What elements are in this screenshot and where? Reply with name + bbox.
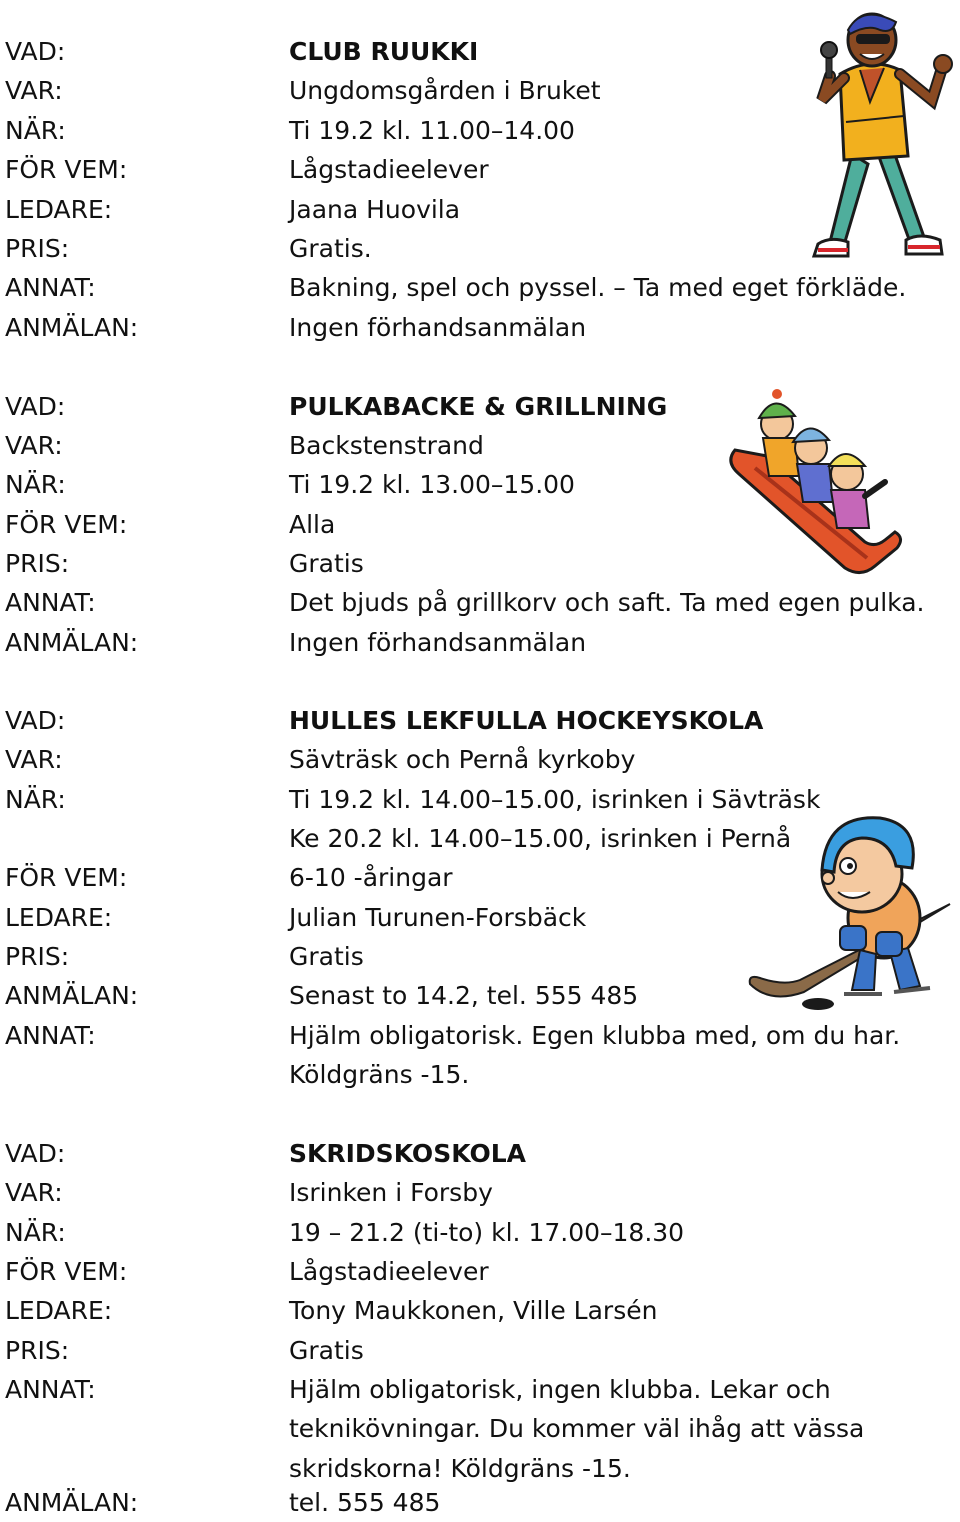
event-title: CLUB RUUKKI xyxy=(289,37,479,66)
event-row xyxy=(5,701,955,740)
field-label: FÖR VEM: xyxy=(5,155,128,184)
field-value: Hjälm obligatorisk, ingen klubba. Lekar och xyxy=(289,1375,831,1404)
event-title: PULKABACKE & GRILLNING xyxy=(289,392,668,421)
field-value: Sävträsk och Pernå kyrkoby xyxy=(289,745,636,774)
field-value: Ungdomsgården i Bruket xyxy=(289,76,601,105)
field-label: ANNAT: xyxy=(5,588,96,617)
field-value: Tony Maukkonen, Ville Larsén xyxy=(289,1296,658,1325)
field-label: ANMÄLAN: xyxy=(5,981,139,1010)
field-label: ANMÄLAN: xyxy=(5,313,139,342)
field-value: Senast to 14.2, tel. 555 485 xyxy=(289,981,639,1010)
event-row xyxy=(5,308,955,347)
field-value: Ingen förhandsanmälan xyxy=(289,313,587,342)
field-value: 19 – 21.2 (ti-to) kl. 17.00–18.30 xyxy=(289,1218,685,1247)
field-label: ANNAT: xyxy=(5,1375,96,1404)
field-label: VAR: xyxy=(5,431,63,460)
field-label: ANMÄLAN: xyxy=(5,628,139,657)
field-label: FÖR VEM: xyxy=(5,510,128,539)
field-value: Julian Turunen-Forsbäck xyxy=(289,903,587,932)
field-label: PRIS: xyxy=(5,942,70,971)
field-label: VAD: xyxy=(5,37,66,66)
event-row xyxy=(5,268,955,307)
event-row xyxy=(5,1252,955,1291)
event-row xyxy=(5,1213,955,1252)
field-label: NÄR: xyxy=(5,785,66,814)
field-label: VAR: xyxy=(5,1178,63,1207)
hockey-player-illustration xyxy=(740,808,958,1018)
field-label: VAD: xyxy=(5,392,66,421)
field-value: skridskorna! Köldgräns -15. xyxy=(289,1454,631,1483)
field-value: Bakning, spel och pyssel. – Ta med eget förkläde. xyxy=(289,273,907,302)
field-value: Ti 19.2 kl. 13.00–15.00 xyxy=(289,470,575,499)
field-label: LEDARE: xyxy=(5,195,113,224)
field-value: Backstenstrand xyxy=(289,431,484,460)
field-label: PRIS: xyxy=(5,1336,70,1365)
field-value: Ingen förhandsanmälan xyxy=(289,628,587,657)
event-row xyxy=(5,1331,955,1370)
field-label: FÖR VEM: xyxy=(5,1257,128,1286)
field-value: Gratis xyxy=(289,1336,364,1365)
field-label: FÖR VEM: xyxy=(5,863,128,892)
field-label: VAD: xyxy=(5,706,66,735)
event-row xyxy=(5,1055,955,1094)
field-value: Jaana Huovila xyxy=(289,195,461,224)
field-label: ANMÄLAN: xyxy=(5,1488,139,1517)
field-label: NÄR: xyxy=(5,1218,66,1247)
children-on-sled-illustration xyxy=(725,372,905,580)
singer-with-microphone-illustration xyxy=(800,4,955,262)
field-label: ANNAT: xyxy=(5,273,96,302)
event-row xyxy=(5,1016,955,1055)
field-label: VAR: xyxy=(5,76,63,105)
event-row xyxy=(5,1134,955,1173)
field-label: VAD: xyxy=(5,1139,66,1168)
field-value: 6-10 -åringar xyxy=(289,863,453,892)
field-value: teknikövningar. Du kommer väl ihåg att vässa xyxy=(289,1414,865,1443)
event-title: HULLES LEKFULLA HOCKEYSKOLA xyxy=(289,706,764,735)
field-label: PRIS: xyxy=(5,549,70,578)
event-row xyxy=(5,623,955,662)
field-label: NÄR: xyxy=(5,470,66,499)
field-value: Isrinken i Forsby xyxy=(289,1178,493,1207)
event-row xyxy=(5,1483,955,1522)
field-value: Lågstadieelever xyxy=(289,155,489,184)
event-row xyxy=(5,1173,955,1212)
field-value: Ke 20.2 kl. 14.00–15.00, isrinken i Pernå xyxy=(289,824,792,853)
event-row xyxy=(5,1370,955,1409)
field-value: Köldgräns -15. xyxy=(289,1060,470,1089)
field-label: VAR: xyxy=(5,745,63,774)
field-label: LEDARE: xyxy=(5,1296,113,1325)
field-value: Gratis. xyxy=(289,234,372,263)
event-row xyxy=(5,740,955,779)
field-value: tel. 555 485 xyxy=(289,1488,441,1517)
field-value: Alla xyxy=(289,510,336,539)
event-row xyxy=(5,1291,955,1330)
field-value: Ti 19.2 kl. 14.00–15.00, isrinken i Sävträsk xyxy=(289,785,821,814)
field-label: PRIS: xyxy=(5,234,70,263)
field-label: ANNAT: xyxy=(5,1021,96,1050)
field-label: LEDARE: xyxy=(5,903,113,932)
field-value: Lågstadieelever xyxy=(289,1257,489,1286)
field-value: Gratis xyxy=(289,549,364,578)
field-value: Ti 19.2 kl. 11.00–14.00 xyxy=(289,116,575,145)
event-title: SKRIDSKOSKOLA xyxy=(289,1139,526,1168)
event-row xyxy=(5,1409,955,1448)
field-value: Hjälm obligatorisk. Egen klubba med, om du har. xyxy=(289,1021,901,1050)
event-row xyxy=(5,583,955,622)
field-label: NÄR: xyxy=(5,116,66,145)
field-value: Gratis xyxy=(289,942,364,971)
field-value: Det bjuds på grillkorv och saft. Ta med egen pulka. xyxy=(289,588,925,617)
